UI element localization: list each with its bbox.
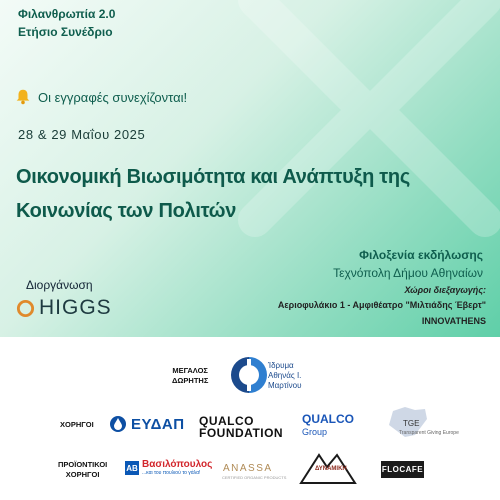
higgs-text: HIGGS <box>39 296 112 319</box>
product-sponsors-label-1: ΠΡΟΪΟΝΤΙΚΟΙ <box>58 460 108 469</box>
ab-box-icon: ΑΒ <box>125 461 139 475</box>
conference-series-title: Φιλανθρωπία 2.0 <box>18 7 116 21</box>
conference-type: Ετήσιο Συνέδριο <box>18 25 113 39</box>
venue-value-2: INNOVATHENS <box>421 316 486 326</box>
organizer-heading: Διοργάνωση <box>26 278 93 292</box>
major-donor-label-2: ΔΩΡΗΤΗΣ <box>172 376 209 385</box>
martinou-line2: Αθηνάς Ι. <box>268 371 302 380</box>
vasilopoulos-text: Βασιλόπουλος <box>142 459 213 470</box>
martinou-foundation-icon <box>230 355 268 395</box>
qualco-foundation-line2: FOUNDATION <box>199 426 284 440</box>
product-sponsors-label <box>58 460 107 480</box>
anassa-logo: ANASSA <box>223 463 273 474</box>
main-title-line1: Οικονομική Βιωσιμότητα και Ανάπτυξη της <box>16 166 410 188</box>
qualco-foundation-logo <box>199 415 283 439</box>
host-value: Τεχνόπολη Δήμου Αθηναίων <box>333 266 483 280</box>
qualco-group-line2: Group <box>302 427 328 437</box>
sponsors-label: ΧΟΡΗΓΟΙ <box>60 420 94 429</box>
tge-text: TGE <box>403 419 420 428</box>
venue-heading: Χώροι διεξαγωγής: <box>404 285 486 295</box>
bell-icon <box>14 88 32 106</box>
martinou-line1: Ίδρυμα <box>268 361 294 370</box>
main-title-line2: Κοινωνίας των Πολιτών <box>16 200 237 222</box>
major-donor-label <box>172 366 208 386</box>
main-title <box>16 160 486 228</box>
eydap-text: ΕΥΔΑΠ <box>131 415 185 433</box>
tge-subtext: Transparent Giving Europe <box>399 430 459 436</box>
qualco-group-logo <box>302 413 354 439</box>
eydap-logo <box>109 415 185 433</box>
vasilopoulos-slogan: ...και του πουλιού το γάλα! <box>142 470 201 476</box>
major-donor-label-1: ΜΕΓΑΛΟΣ <box>172 366 208 375</box>
higgs-logo <box>16 296 112 320</box>
vasilopoulos-logo <box>125 460 212 476</box>
martinou-line3: Μαρτίνου <box>268 381 302 390</box>
venue-value: Αεριοφυλάκιο 1 - Αμφιθέατρο "Μιλτιάδης Έβερτ" <box>277 300 486 310</box>
qualco-foundation-line1: QUALCO <box>199 414 254 428</box>
martinou-foundation-name <box>268 361 302 391</box>
higgs-ring-icon <box>16 299 35 318</box>
flocafe-logo: FLOCAFE <box>381 461 424 478</box>
eydap-drop-icon <box>109 415 127 433</box>
registration-notice[interactable] <box>14 88 187 106</box>
host-heading: Φιλοξενία εκδήλωσης <box>359 248 483 262</box>
qualco-group-line1: QUALCO <box>302 412 354 426</box>
event-date: 28 & 29 Μαΐου 2025 <box>18 127 146 142</box>
dynamiki-text: ΔΥΝΑΜΙΚΗ <box>315 466 347 472</box>
registration-text: Οι εγγραφές συνεχίζονται! <box>38 89 188 105</box>
product-sponsors-label-2: ΧΟΡΗΓΟΙ <box>65 470 100 479</box>
anassa-subtext: CERTIFIED ORGANIC PRODUCTS <box>222 475 287 480</box>
